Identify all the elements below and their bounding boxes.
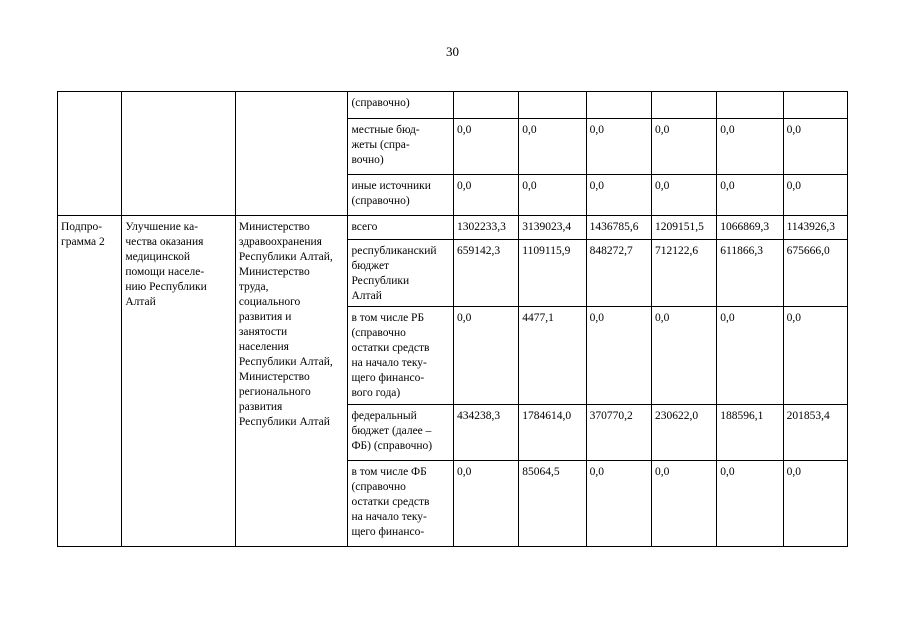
value-cell: 0,0 [586,175,651,216]
table-row [58,92,848,119]
budget-table [57,91,848,547]
value-cell: 1143926,3 [783,216,847,240]
value-cell: 675666,0 [783,240,847,307]
value-cell: 0,0 [519,175,586,216]
value-cell: 0,0 [651,307,716,405]
value-cell [783,92,847,119]
value-cell: 0,0 [651,119,716,175]
subprogram-code-cell: Подпро- грамма 2 [58,216,122,547]
value-cell: 1302233,3 [453,216,518,240]
funding-source-cell: всего [348,216,454,240]
value-cell: 712122,6 [651,240,716,307]
value-cell: 0,0 [519,119,586,175]
value-cell: 0,0 [453,307,518,405]
value-cell: 1109115,9 [519,240,586,307]
empty-cell [58,92,122,216]
value-cell: 434238,3 [453,405,518,461]
value-cell: 659142,3 [453,240,518,307]
value-cell: 0,0 [453,175,518,216]
value-cell: 0,0 [586,307,651,405]
funding-source-cell: местные бюд- жеты (спра- вочно) [348,119,454,175]
empty-cell [235,92,348,216]
value-cell: 0,0 [717,461,783,547]
value-cell [651,92,716,119]
value-cell: 188596,1 [717,405,783,461]
value-cell: 0,0 [783,119,847,175]
value-cell [453,92,518,119]
value-cell: 0,0 [651,461,716,547]
value-cell: 0,0 [783,461,847,547]
value-cell: 1209151,5 [651,216,716,240]
value-cell [717,92,783,119]
funding-source-cell: федеральный бюджет (далее – ФБ) (справочно) [348,405,454,461]
value-cell: 0,0 [717,119,783,175]
funding-source-cell: республиканский бюджет Республики Алтай [348,240,454,307]
value-cell: 3139023,4 [519,216,586,240]
table-row [58,216,848,240]
page-number: 30 [446,44,459,59]
value-cell: 0,0 [453,119,518,175]
value-cell: 1436785,6 [586,216,651,240]
value-cell: 370770,2 [586,405,651,461]
table-body [58,92,848,547]
value-cell: 0,0 [586,461,651,547]
empty-cell [122,92,236,216]
value-cell: 848272,7 [586,240,651,307]
value-cell: 230622,0 [651,405,716,461]
value-cell [586,92,651,119]
funding-source-cell: иные источники (справочно) [348,175,454,216]
funding-source-cell: в том числе ФБ (справочно остатки средств на начало теку- щего финансо- [348,461,454,547]
value-cell [519,92,586,119]
value-cell: 0,0 [651,175,716,216]
value-cell: 0,0 [783,175,847,216]
value-cell: 1066869,3 [717,216,783,240]
value-cell: 0,0 [453,461,518,547]
value-cell: 85064,5 [519,461,586,547]
value-cell: 611866,3 [717,240,783,307]
value-cell: 0,0 [717,175,783,216]
subprogram-name-cell: Улучшение ка- чества оказания медицинской помощи населе- нию Республики Алтай [122,216,236,547]
value-cell: 4477,1 [519,307,586,405]
value-cell: 0,0 [717,307,783,405]
value-cell: 0,0 [586,119,651,175]
executor-cell: Министерство здравоохранения Республики Алтай, Министерство труда, социального развития и занятости населения Республики Алтай, Министерство регионального развития Республики Алтай [235,216,348,547]
value-cell: 0,0 [783,307,847,405]
funding-source-cell: в том числе РБ (справочно остатки средств на начало теку- щего финансо- вого года) [348,307,454,405]
funding-source-cell: (справочно) [348,92,454,119]
value-cell: 201853,4 [783,405,847,461]
value-cell: 1784614,0 [519,405,586,461]
